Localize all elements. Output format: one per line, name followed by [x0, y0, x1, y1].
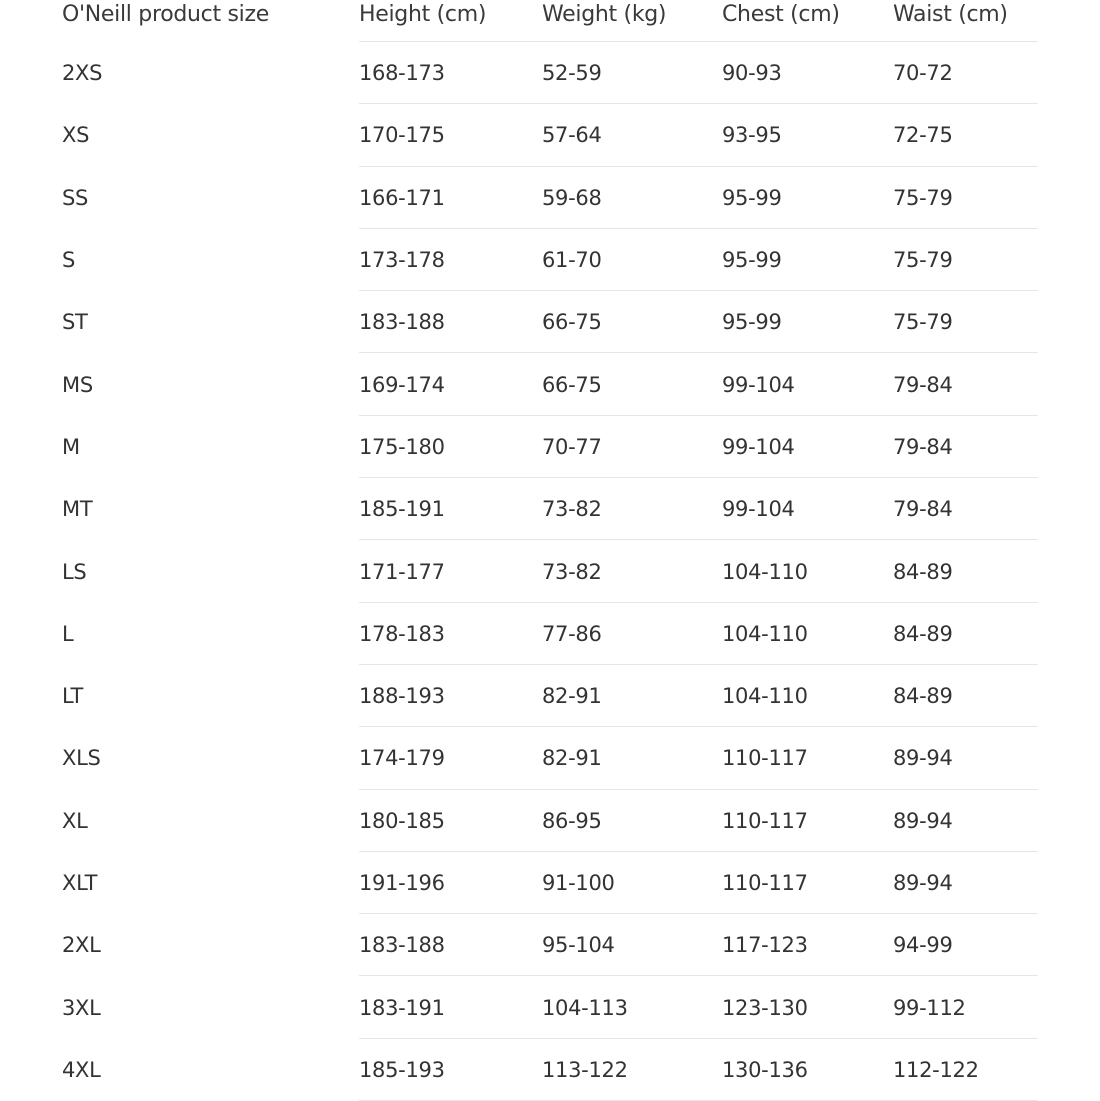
size-cell: 2XS [62, 61, 103, 86]
chest-cell: 130-136 [722, 1057, 808, 1082]
size-cell: 3XL [62, 995, 101, 1020]
waist-cell: 79-84 [893, 434, 953, 459]
waist-cell: 75-79 [893, 248, 953, 273]
waist-cell: 70-72 [893, 61, 953, 86]
chest-cell: 95-99 [722, 310, 782, 335]
table-row [0, 167, 1100, 229]
weight-cell: 73-82 [542, 497, 602, 522]
waist-cell: 84-89 [893, 559, 953, 584]
header-height: Height (cm) [359, 1, 487, 27]
table-row [0, 104, 1100, 166]
chest-cell: 110-117 [722, 746, 808, 771]
weight-cell: 104-113 [542, 995, 628, 1020]
weight-cell: 82-91 [542, 684, 602, 709]
header-waist: Waist (cm) [893, 1, 1008, 27]
header-weight: Weight (kg) [542, 1, 667, 27]
header-product-size: O'Neill product size [62, 1, 269, 27]
size-cell: M [62, 434, 80, 459]
height-cell: 180-185 [359, 808, 445, 833]
table-row [0, 914, 1100, 976]
waist-cell: 99-112 [893, 995, 966, 1020]
height-cell: 166-171 [359, 185, 445, 210]
weight-cell: 113-122 [542, 1057, 628, 1082]
table-row [0, 353, 1100, 415]
size-cell: MT [62, 497, 93, 522]
size-cell: MS [62, 372, 93, 397]
size-cell: LS [62, 559, 87, 584]
table-row [0, 416, 1100, 478]
waist-cell: 75-79 [893, 185, 953, 210]
weight-cell: 70-77 [542, 434, 602, 459]
chest-cell: 90-93 [722, 61, 782, 86]
chest-cell: 104-110 [722, 684, 808, 709]
height-cell: 183-188 [359, 310, 445, 335]
table-row [0, 229, 1100, 291]
size-cell: 4XL [62, 1057, 101, 1082]
height-cell: 183-188 [359, 933, 445, 958]
weight-cell: 57-64 [542, 123, 602, 148]
weight-cell: 59-68 [542, 185, 602, 210]
size-cell: LT [62, 684, 84, 709]
table-row [0, 790, 1100, 852]
weight-cell: 73-82 [542, 559, 602, 584]
chest-cell: 99-104 [722, 434, 795, 459]
chest-cell: 95-99 [722, 248, 782, 273]
size-cell: S [62, 248, 76, 273]
weight-cell: 61-70 [542, 248, 602, 273]
weight-cell: 52-59 [542, 61, 602, 86]
table-row [0, 603, 1100, 665]
size-cell: L [62, 621, 74, 646]
height-cell: 171-177 [359, 559, 445, 584]
weight-cell: 77-86 [542, 621, 602, 646]
height-cell: 169-174 [359, 372, 445, 397]
waist-cell: 89-94 [893, 808, 953, 833]
height-cell: 178-183 [359, 621, 445, 646]
table-row [0, 852, 1100, 914]
header-chest: Chest (cm) [722, 1, 840, 27]
height-cell: 170-175 [359, 123, 445, 148]
height-cell: 168-173 [359, 61, 445, 86]
size-cell: 2XL [62, 933, 101, 958]
weight-cell: 82-91 [542, 746, 602, 771]
size-cell: XLS [62, 746, 101, 771]
height-cell: 183-191 [359, 995, 445, 1020]
height-cell: 188-193 [359, 684, 445, 709]
size-cell: SS [62, 185, 89, 210]
waist-cell: 79-84 [893, 372, 953, 397]
weight-cell: 95-104 [542, 933, 615, 958]
waist-cell: 75-79 [893, 310, 953, 335]
chest-cell: 95-99 [722, 185, 782, 210]
waist-cell: 94-99 [893, 933, 953, 958]
chest-cell: 110-117 [722, 871, 808, 895]
waist-cell: 84-89 [893, 684, 953, 709]
size-cell: XS [62, 123, 90, 148]
table-row [0, 665, 1100, 727]
table-row [0, 478, 1100, 540]
weight-cell: 66-75 [542, 310, 602, 335]
height-cell: 173-178 [359, 248, 445, 273]
chest-cell: 99-104 [722, 497, 795, 522]
chest-cell: 99-104 [722, 372, 795, 397]
size-cell: XL [62, 808, 88, 833]
height-cell: 185-193 [359, 1057, 445, 1082]
size-cell: XLT [62, 871, 98, 895]
table-row [0, 1039, 1100, 1101]
chest-cell: 104-110 [722, 559, 808, 584]
height-cell: 174-179 [359, 746, 445, 771]
chest-cell: 110-117 [722, 808, 808, 833]
size-cell: ST [62, 310, 88, 335]
waist-cell: 112-122 [893, 1057, 979, 1082]
weight-cell: 91-100 [542, 871, 615, 895]
chest-cell: 93-95 [722, 123, 782, 148]
height-cell: 185-191 [359, 497, 445, 522]
waist-cell: 89-94 [893, 871, 953, 895]
height-cell: 175-180 [359, 434, 445, 459]
waist-cell: 79-84 [893, 497, 953, 522]
chest-cell: 104-110 [722, 621, 808, 646]
waist-cell: 72-75 [893, 123, 953, 148]
table-row [0, 540, 1100, 602]
weight-cell: 66-75 [542, 372, 602, 397]
table-row [0, 42, 1100, 104]
table-row [0, 291, 1100, 353]
waist-cell: 89-94 [893, 746, 953, 771]
weight-cell: 86-95 [542, 808, 602, 833]
table-header-row [0, 0, 1100, 42]
chest-cell: 117-123 [722, 933, 808, 958]
table-row [0, 727, 1100, 789]
table-row [0, 976, 1100, 1038]
chest-cell: 123-130 [722, 995, 808, 1020]
height-cell: 191-196 [359, 871, 445, 895]
waist-cell: 84-89 [893, 621, 953, 646]
